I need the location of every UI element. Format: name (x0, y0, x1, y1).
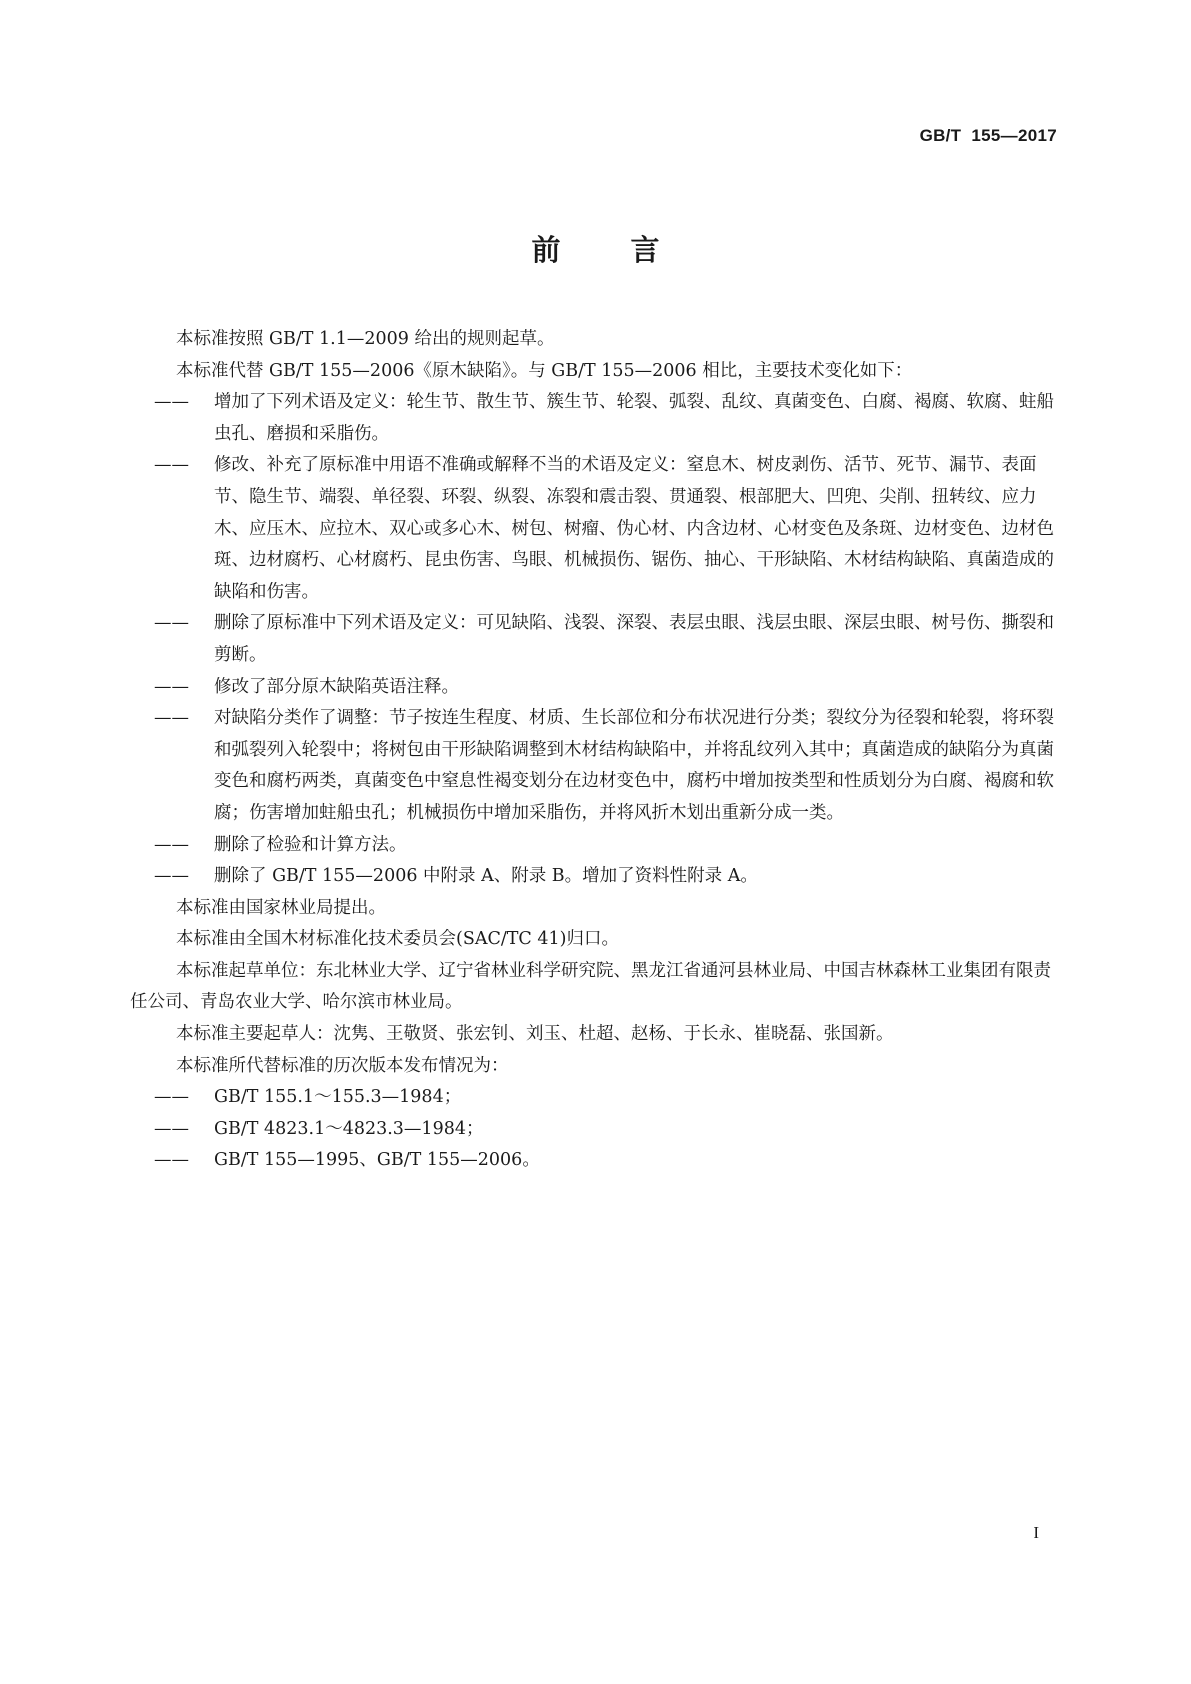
list-item (130, 830, 1062, 862)
dash-marker: —— (154, 708, 189, 729)
dash-marker: —— (154, 1087, 189, 1108)
dash-marker: —— (154, 866, 189, 887)
dash-marker: —— (154, 455, 189, 476)
list-item (130, 861, 1062, 893)
paragraph: 本标准代替 GB/T 155—2006《原木缺陷》。与 GB/T 155—2006 相比，主要技术变化如下： (176, 360, 913, 381)
list-item-text: 删除了检验和计算方法。 (214, 834, 407, 855)
dash-marker: —— (154, 834, 189, 855)
paragraph: 本标准主要起草人：沈隽、王敬贤、张宏钊、刘玉、杜超、赵杨、于长永、崔晓磊、张国新。 (176, 1024, 894, 1045)
page-title: 前 言 (531, 233, 690, 267)
list-item (130, 450, 1062, 608)
list-item (130, 387, 1062, 450)
page-number: I (1033, 1523, 1039, 1542)
list-item-text: 增加了下列术语及定义：轮生节、散生节、簇生节、轮裂、弧裂、乱纹、真菌变色、白腐、褐腐、软腐、蛀船虫孔、磨损和采脂伤。 (214, 392, 1054, 444)
list-item-text: GB/T 155.1～155.3—1984； (214, 1087, 462, 1108)
list-item-text: 对缺陷分类作了调整：节子按连生程度、材质、生长部位和分布状况进行分类；裂纹分为径裂和轮裂，将环裂和弧裂列入轮裂中；将树包由干形缺陷调整到木材结构缺陷中，并将乱纹列入其中；真菌造成的缺陷分为真菌变色和腐朽两类，真菌变色中窒息性褐变划分在边材变色中，腐朽中增加按类型和性质划分为白腐、褐腐和软腐；伤害增加蛀船虫孔；机械损伤中增加采脂伤，并将风折木划出重新分成一类。 (214, 708, 1054, 823)
list-item-text: GB/T 4823.1～4823.3—1984； (214, 1118, 484, 1139)
list-item (130, 1114, 1062, 1146)
dash-marker: —— (154, 676, 189, 697)
list-item (130, 1145, 1062, 1177)
list-item (130, 1082, 1062, 1114)
list-item-text: 修改、补充了原标准中用语不准确或解释不当的术语及定义：窒息木、树皮剥伤、活节、死节、漏节、表面节、隐生节、端裂、单径裂、环裂、纵裂、冻裂和震击裂、贯通裂、根部肥大、凹兜、尖削、扭转纹、应力木、应压木、应拉木、双心或多心木、树包、树瘤、伪心材、内含边材、心材变色及条斑、边材变色、边材色斑、边材腐朽、心材腐朽、昆虫伤害、鸟眼、机械损伤、锯伤、抽心、干形缺陷、木材结构缺陷、真菌造成的缺陷和伤害。 (214, 455, 1054, 602)
document-code: GB/T 155—2017 (919, 126, 1057, 145)
dash-marker: —— (154, 1118, 189, 1139)
dash-marker: —— (154, 1150, 189, 1171)
paragraph: 本标准所代替标准的历次版本发布情况为： (176, 1055, 509, 1076)
list-item-text: GB/T 155—1995、GB/T 155—2006。 (214, 1150, 540, 1171)
paragraph: 本标准起草单位：东北林业大学、辽宁省林业科学研究院、黑龙江省通河县林业局、中国吉林森林工业集团有限责任公司、青岛农业大学、哈尔滨市林业局。 (130, 960, 1051, 1013)
list-item (130, 672, 1062, 704)
paragraph: 本标准按照 GB/T 1.1—2009 给出的规则起草。 (176, 329, 555, 349)
list-item (130, 703, 1062, 829)
list-item-text: 修改了部分原木缺陷英语注释。 (214, 676, 459, 697)
paragraph: 本标准由国家林业局提出。 (176, 897, 386, 918)
paragraph: 本标准由全国木材标准化技术委员会(SAC/TC 41)归口。 (176, 929, 619, 950)
list-item-text: 删除了原标准中下列术语及定义：可见缺陷、浅裂、深裂、表层虫眼、浅层虫眼、深层虫眼、树号伤、撕裂和剪断。 (214, 613, 1054, 665)
document-body (130, 324, 1062, 1177)
list-item (130, 608, 1062, 671)
dash-marker: —— (154, 392, 189, 413)
list-item-text: 删除了 GB/T 155—2006 中附录 A、附录 B。增加了资料性附录 A。 (214, 866, 758, 887)
dash-marker: —— (154, 613, 189, 634)
